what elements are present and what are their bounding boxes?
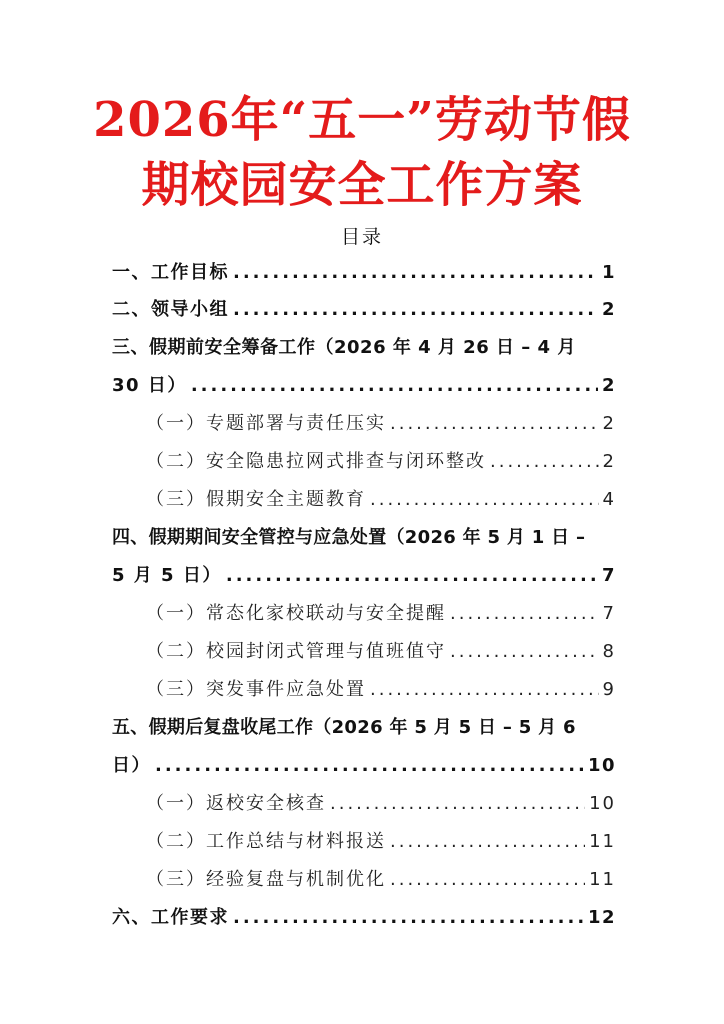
toc-entry-label: 30 日）	[112, 375, 187, 396]
toc-page-number: 1	[601, 262, 616, 283]
toc-leader-dots	[233, 905, 584, 931]
toc-entry-section-3-line-2[interactable]	[112, 369, 616, 399]
toc-leader-dots	[330, 791, 585, 817]
toc-page-number: 2	[602, 413, 616, 434]
toc-entry-section-5-1[interactable]	[146, 787, 616, 817]
toc-leader-dots	[390, 867, 585, 893]
toc-leader-dots	[233, 260, 598, 286]
toc-entry-section-3-2[interactable]	[146, 445, 616, 475]
toc-entry-label: （一）专题部署与责任压实	[146, 413, 386, 434]
toc-page-number: 11	[589, 869, 616, 890]
toc-entry-section-4-line-1[interactable]	[112, 521, 616, 551]
toc-entry-section-4-line-2[interactable]	[112, 559, 616, 589]
toc-heading: 目录	[340, 226, 383, 248]
toc-leader-dots	[490, 449, 599, 475]
toc-leader-dots	[370, 677, 599, 703]
toc-page-number: 12	[587, 907, 616, 928]
toc-page-number: 4	[602, 489, 616, 510]
toc-entry-label: （三）经验复盘与机制优化	[146, 869, 386, 890]
toc-entry-section-5-line-2[interactable]	[112, 749, 616, 779]
toc-entry-section-2[interactable]	[112, 293, 616, 323]
toc-leader-dots	[226, 563, 598, 589]
toc-leader-dots	[450, 601, 599, 627]
toc-leader-dots	[370, 487, 599, 513]
document-title-line-1: 2026年“五一”劳动节假	[93, 92, 631, 148]
toc-leader-dots	[450, 639, 599, 665]
toc-entry-label: （三）突发事件应急处置	[146, 679, 366, 700]
toc-entry-label: （二）校园封闭式管理与值班值守	[146, 641, 446, 662]
toc-leader-dots	[155, 753, 584, 779]
toc-entry-label: 五、假期后复盘收尾工作（2026 年 5 月 5 日 – 5 月 6	[112, 717, 576, 738]
toc-leader-dots	[233, 297, 598, 323]
toc-entry-label: 六、工作要求	[112, 907, 229, 928]
toc-entry-section-3-line-1[interactable]	[112, 331, 616, 361]
toc-entry-section-1[interactable]	[112, 256, 616, 286]
toc-entry-label: 5 月 5 日）	[112, 565, 222, 586]
toc-entry-section-5-2[interactable]	[146, 825, 616, 855]
toc-entry-label: 日）	[112, 755, 151, 776]
toc-entry-label: 三、假期前安全筹备工作（2026 年 4 月 26 日 – 4 月	[112, 337, 576, 358]
toc-entry-section-6[interactable]	[112, 901, 616, 931]
toc-page-number: 7	[602, 603, 616, 624]
toc-entry-section-3-1[interactable]	[146, 407, 616, 437]
toc-page-number: 11	[589, 831, 616, 852]
toc-page-number: 2	[601, 375, 616, 396]
toc-entry-label: （一）常态化家校联动与安全提醒	[146, 603, 446, 624]
toc-page-number: 2	[602, 451, 616, 472]
toc-entry-label: 四、假期期间安全管控与应急处置（2026 年 5 月 1 日 –	[112, 527, 586, 548]
toc-page-number: 7	[601, 565, 616, 586]
toc-entry-section-5-line-1[interactable]	[112, 711, 616, 741]
toc-entry-label: （一）返校安全核查	[146, 793, 326, 814]
toc-leader-dots	[191, 373, 598, 399]
toc-entry-section-5-3[interactable]	[146, 863, 616, 893]
toc-entry-label: 二、领导小组	[112, 299, 229, 320]
toc-entry-label: （三）假期安全主题教育	[146, 489, 366, 510]
toc-entry-label: （二）安全隐患拉网式排查与闭环整改	[146, 451, 486, 472]
toc-page-number: 10	[589, 793, 616, 814]
toc-entry-section-4-3[interactable]	[146, 673, 616, 703]
toc-leader-dots	[390, 411, 599, 437]
toc-entry-label: （二）工作总结与材料报送	[146, 831, 386, 852]
toc-entry-section-4-2[interactable]	[146, 635, 616, 665]
toc-page-number: 9	[602, 679, 616, 700]
document-title-line-2: 期校园安全工作方案	[141, 157, 583, 213]
toc-page-number: 8	[602, 641, 616, 662]
toc-entry-section-4-1[interactable]	[146, 597, 616, 627]
toc-entry-section-3-3[interactable]	[146, 483, 616, 513]
toc-page-number: 10	[587, 755, 616, 776]
toc-leader-dots	[390, 829, 585, 855]
toc-entry-label: 一、工作目标	[112, 262, 229, 283]
toc-page-number: 2	[601, 299, 616, 320]
